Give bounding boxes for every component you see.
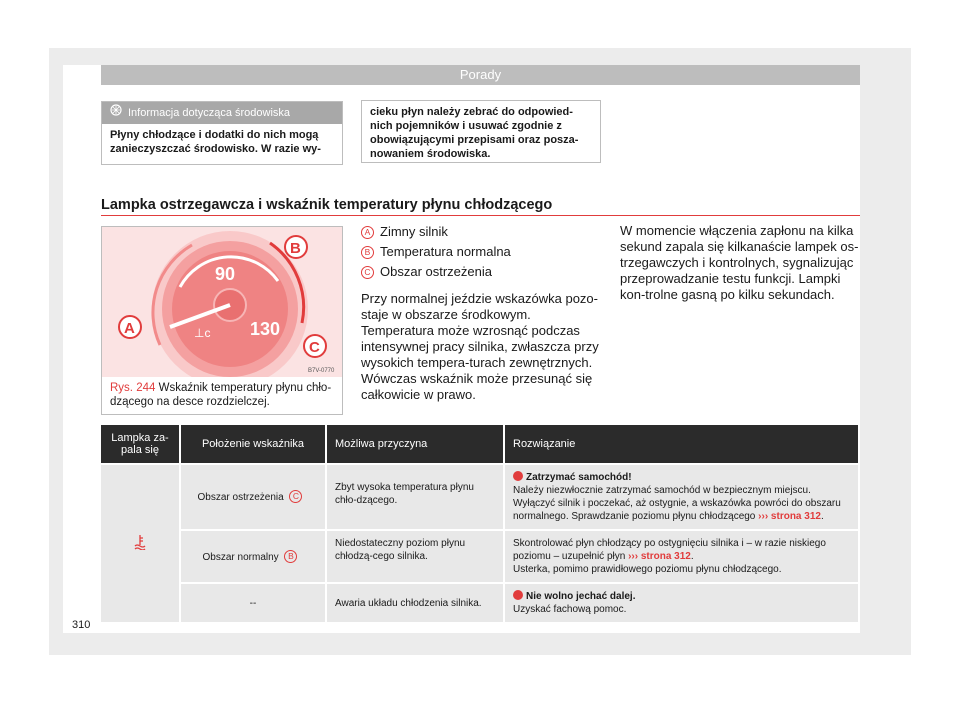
table-row: [101, 582, 860, 622]
position-key-b: B: [284, 550, 297, 563]
coolant-gauge-illustration: [102, 227, 342, 377]
figure-gauge: [101, 226, 343, 415]
page-number: 310: [72, 619, 91, 631]
legend-key-a: A: [361, 226, 374, 239]
warning-table: [101, 425, 860, 622]
table-cell-solution: [505, 529, 860, 582]
leaf-icon: [110, 102, 122, 124]
position-text: Obszar normalny: [202, 551, 279, 563]
position-key-c: C: [289, 490, 302, 503]
legend-item-a: [361, 224, 448, 240]
figure-caption-text: Wskaźnik temperatury płynu chło-dzącego na desce rozdzielczej.: [110, 382, 332, 408]
stop-warning-icon: [513, 471, 523, 481]
solution-text: Uzyskać fachową pomoc.: [513, 604, 627, 615]
table-cell-position: --: [181, 582, 327, 622]
figure-label-c: C: [309, 339, 320, 356]
gauge-90-label: 90: [215, 264, 236, 284]
table-cell-cause: Zbyt wysoka temperatura płynu chło-dzącego.: [327, 463, 505, 529]
legend-item-b: [361, 244, 511, 260]
solution-text-2: Usterka, pomimo prawidłowego poziomu płynu chłodzącego.: [513, 564, 782, 575]
solution-title: Zatrzymać samochód!: [526, 472, 632, 483]
gauge-130-label: 130: [250, 319, 281, 339]
section-divider: [101, 215, 860, 216]
table-cell-position: [181, 463, 327, 529]
paragraph-needle: Przy normalnej jeździe wskazówka pozo-staje w obszarze środkowym. Temperatura może wzrosnąć podczas intensywnej pracy silnika, zwłaszcza przy wysokich tempera-turach zewnętrznych. Wówczas wskaźnik może przesunąć się całkowicie w prawo.: [361, 291, 599, 402]
legend-text-b: Temperatura normalna: [380, 244, 511, 259]
table-cell-position: [181, 529, 327, 582]
table-header-position: Położenie wskaźnika: [181, 425, 327, 463]
environment-note-continued: cieku płyn należy zebrać do odpowied-nich pojemników i usuwać zgodnie z obowiązującymi przepisami oraz posza-nowaniem środowiska.: [361, 100, 601, 163]
figure-caption: [110, 381, 338, 409]
figure-caption-number: Rys. 244: [110, 382, 156, 394]
legend-text-a: Zimny silnik: [380, 224, 448, 239]
page-header: Porady: [101, 65, 860, 85]
legend-key-c: C: [361, 266, 374, 279]
table-cell-solution: [505, 582, 860, 622]
solution-end: .: [820, 511, 824, 522]
environment-note-title: Informacja dotycząca środowiska: [128, 107, 291, 119]
figure-code: B7V-0770: [308, 368, 335, 374]
svg-text:⊥c: ⊥c: [194, 326, 211, 340]
table-row: [101, 529, 860, 582]
solution-end: .: [690, 551, 694, 562]
paragraph-ignition: W momencie włączenia zapłonu na kilka sekund zapala się kilkanaście lampek os-trzegawczych i kontrolnych, sygnalizując przeprowadzanie testu funkcji. Lampki kon-trolne gasną po kilku sekundach.: [620, 223, 859, 302]
coolant-warning-lamp-icon: [101, 463, 181, 622]
table-cell-cause: Awaria układu chłodzenia silnika.: [327, 582, 505, 622]
table-header-cause: Możliwa przyczyna: [327, 425, 505, 463]
solution-text: Należy niezwłocznie zatrzymać samochód w bezpiecznym miejscu. Wyłączyć silnik i poczekać, aż ostygnie, a wskazówka powróci do obszaru normalnego. Sprawdzanie poziomu płynu chłodzącego: [513, 485, 841, 522]
environment-note: [101, 101, 343, 165]
environment-note-header: [102, 102, 342, 124]
table-header-row: [101, 425, 860, 463]
table-header-solution: Rozwiązanie: [505, 425, 860, 463]
table-header-lamp: Lampka za-pala się: [101, 425, 181, 463]
figure-label-a: A: [124, 320, 135, 337]
table-cell-cause: Niedostateczny poziom płynu chłodzą-cego silnika.: [327, 529, 505, 582]
legend-text-c: Obszar ostrzeżenia: [380, 264, 492, 279]
legend-key-b: B: [361, 246, 374, 259]
solution-text: Skontrolować płyn chłodzący po ostygnięciu silnika i – w razie niskiego poziomu – uzupełnić płyn: [513, 538, 826, 562]
position-text: Obszar ostrzeżenia: [197, 492, 284, 503]
figure-label-b: B: [290, 240, 301, 257]
table-row: [101, 463, 860, 529]
environment-note-text: Płyny chłodzące i dodatki do nich mogą zanieczyszczać środowisko. W razie wy-: [110, 129, 321, 155]
stop-warning-icon: [513, 590, 523, 600]
page-link-312[interactable]: ››› strona 312: [628, 551, 691, 562]
table-cell-solution: [505, 463, 860, 529]
page-link-312[interactable]: ››› strona 312: [758, 511, 821, 522]
section-title: Lampka ostrzegawcza i wskaźnik temperatury płynu chłodzącego: [101, 197, 553, 213]
legend-item-c: [361, 264, 492, 280]
solution-title: Nie wolno jechać dalej.: [526, 591, 636, 602]
